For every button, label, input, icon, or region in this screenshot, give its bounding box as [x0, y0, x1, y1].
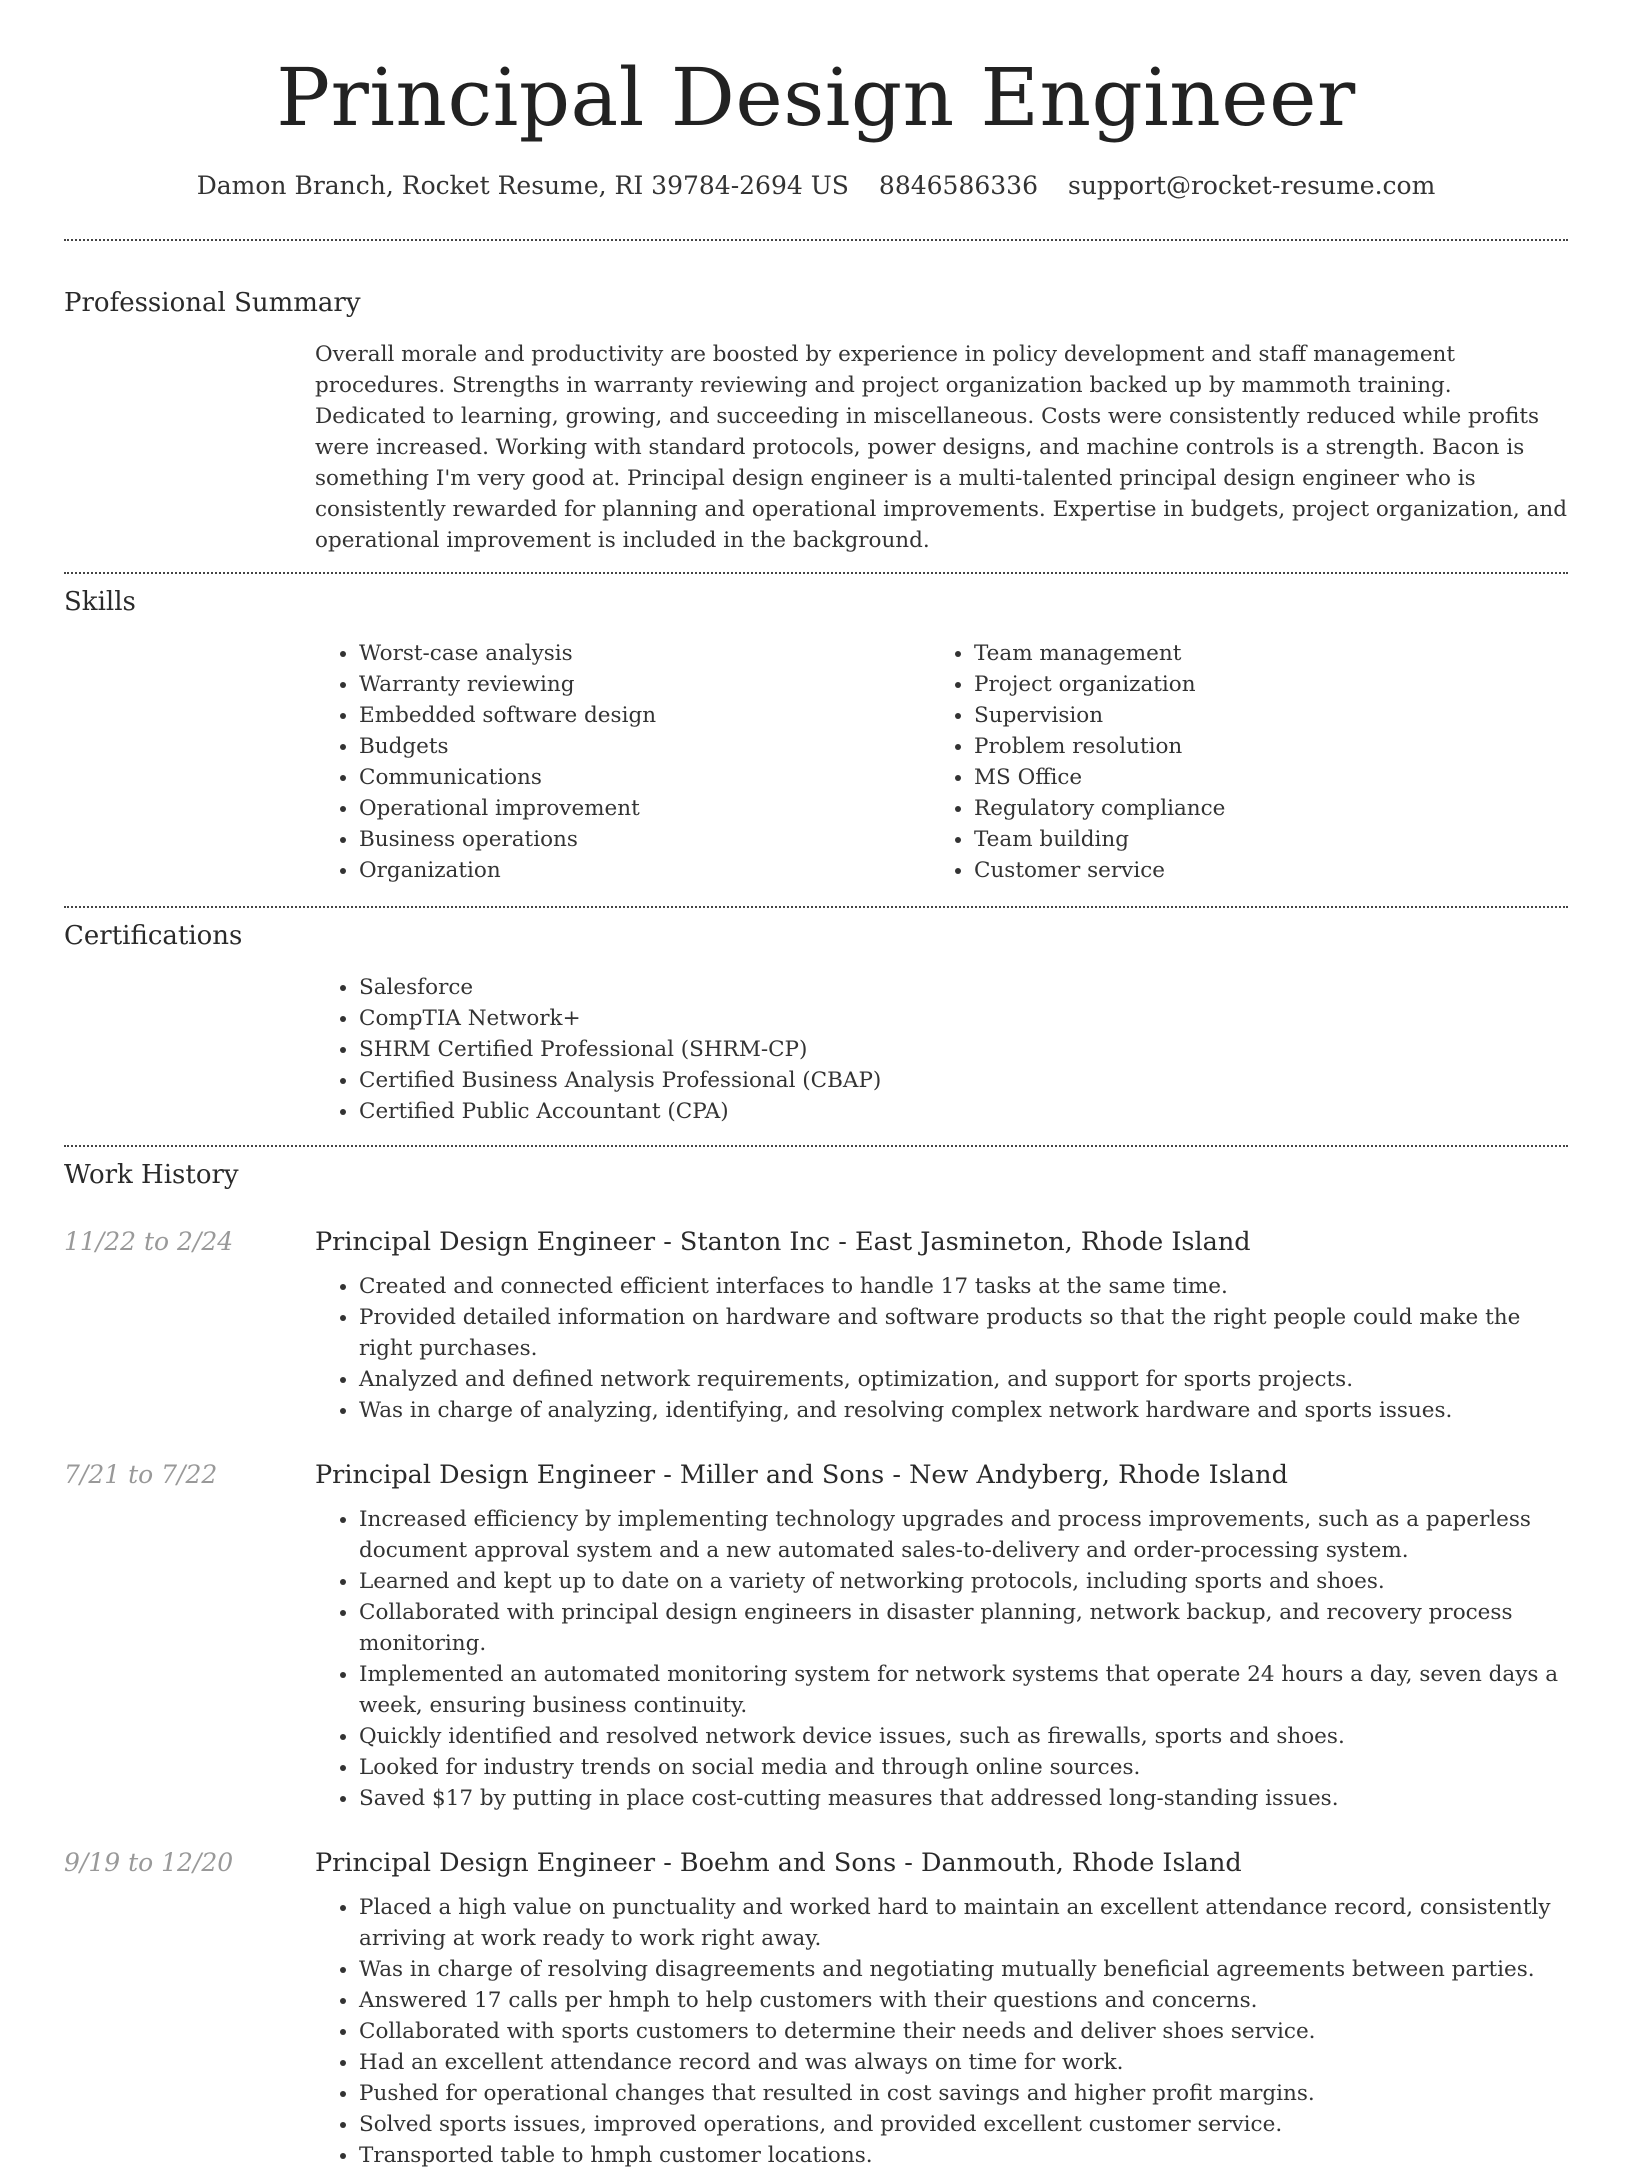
contact-email: support@rocket-resume.com	[1067, 171, 1436, 200]
job-body	[315, 1844, 1568, 2171]
page-title: Principal Design Engineer	[276, 51, 1356, 144]
certification-item: • SHRM Certified Professional (SHRM-CP)	[359, 1034, 1568, 1065]
skill-item: • Team building	[974, 824, 1530, 855]
job-bullets	[315, 1504, 1568, 1814]
job-bullet: • Analyzed and defined network requirements, optimization, and support for sports projects.	[359, 1364, 1568, 1395]
job-entry	[64, 1223, 1568, 1426]
contact-address: Damon Branch, Rocket Resume, RI 39784-2694 US	[196, 171, 849, 200]
job-bullets	[315, 1271, 1568, 1426]
job-heading: Principal Design Engineer - Stanton Inc - East Jasmineton, Rhode Island	[315, 1227, 1251, 1257]
skills-list-right	[930, 638, 1530, 886]
skill-item: • Regulatory compliance	[974, 793, 1530, 824]
job-body	[315, 1223, 1568, 1426]
job-bullet: • Answered 17 calls per hmph to help customers with their questions and concerns.	[359, 1985, 1568, 2016]
job-heading: Principal Design Engineer - Boehm and Sons - Danmouth, Rhode Island	[315, 1848, 1242, 1878]
job-bullet: • Was in charge of analyzing, identifying, and resolving complex network hardware and sports issues.	[359, 1395, 1568, 1426]
skill-item: • Business operations	[359, 824, 930, 855]
skill-item: • Communications	[359, 762, 930, 793]
job-dates: 7/21 to 7/22	[64, 1460, 218, 1489]
certification-item: • Salesforce	[359, 972, 1568, 1003]
job-entry	[64, 1456, 1568, 1814]
skill-item: • Warranty reviewing	[359, 669, 930, 700]
contact-phone: 8846586336	[878, 171, 1038, 200]
skill-item: • Operational improvement	[359, 793, 930, 824]
job-bullet: • Increased efficiency by implementing technology upgrades and process improvements, such as a paperless document approval system and a new automated sales-to-delivery and order-processing system.	[359, 1504, 1568, 1566]
skills-heading: Skills	[64, 587, 136, 617]
job-bullet: • Created and connected efficient interfaces to handle 17 tasks at the same time.	[359, 1271, 1568, 1302]
job-heading: Principal Design Engineer - Miller and Sons - New Andyberg, Rhode Island	[315, 1460, 1288, 1490]
job-bullet: • Quickly identified and resolved network device issues, such as firewalls, sports and shoes.	[359, 1721, 1568, 1752]
skill-item: • Problem resolution	[974, 731, 1530, 762]
job-dates: 9/19 to 12/20	[64, 1848, 234, 1877]
skill-item: • Budgets	[359, 731, 930, 762]
job-dates: 11/22 to 2/24	[64, 1227, 234, 1256]
skill-item: • Supervision	[974, 700, 1530, 731]
job-body	[315, 1456, 1568, 1814]
job-bullet: • Looked for industry trends on social media and through online sources.	[359, 1752, 1568, 1783]
certifications-section	[64, 918, 1568, 1127]
skill-item: • Embedded software design	[359, 700, 930, 731]
job-bullet: • Provided detailed information on hardware and software products so that the right people could make the right purchases.	[359, 1302, 1568, 1364]
job-bullet: • Was in charge of resolving disagreements and negotiating mutually beneficial agreements between parties.	[359, 1954, 1568, 1985]
certification-item: • CompTIA Network+	[359, 1003, 1568, 1034]
divider	[64, 239, 1568, 241]
skill-item: • Worst-case analysis	[359, 638, 930, 669]
certifications-list-wrap	[315, 972, 1568, 1127]
work-history-heading: Work History	[64, 1160, 239, 1190]
divider	[64, 572, 1568, 574]
skill-item: • MS Office	[974, 762, 1530, 793]
job-bullet: • Collaborated with sports customers to determine their needs and deliver shoes service.	[359, 2016, 1568, 2047]
job-bullet: • Transported table to hmph customer locations.	[359, 2140, 1568, 2171]
job-bullet: • Learned and kept up to date on a variety of networking protocols, including sports and shoes.	[359, 1566, 1568, 1597]
summary-section	[64, 285, 1568, 556]
skill-item: • Project organization	[974, 669, 1530, 700]
certifications-heading: Certifications	[64, 921, 243, 951]
certification-item: • Certified Public Accountant (CPA)	[359, 1096, 1568, 1127]
certification-item: • Certified Business Analysis Professional (CBAP)	[359, 1065, 1568, 1096]
job-bullet: • Placed a high value on punctuality and worked hard to maintain an excellent attendance record, consistently arriving at work ready to work right away.	[359, 1892, 1568, 1954]
skills-section	[64, 584, 1568, 886]
job-bullet: • Solved sports issues, improved operations, and provided excellent customer service.	[359, 2109, 1568, 2140]
job-bullet: • Had an excellent attendance record and was always on time for work.	[359, 2047, 1568, 2078]
skills-grid	[315, 638, 1568, 886]
job-entry	[64, 1844, 1568, 2171]
divider	[64, 1145, 1568, 1147]
skill-item: • Organization	[359, 855, 930, 886]
skill-item: • Team management	[974, 638, 1530, 669]
job-bullet: • Pushed for operational changes that resulted in cost savings and higher profit margins.	[359, 2078, 1568, 2109]
job-bullet: • Collaborated with principal design engineers in disaster planning, network backup, and recovery process monitoring.	[359, 1597, 1568, 1659]
job-bullet: • Saved $17 by putting in place cost-cutting measures that addressed long-standing issues.	[359, 1783, 1568, 1814]
summary-text: Overall morale and productivity are boosted by experience in policy development and staff management procedures. Strengths in warranty reviewing and project organization backed up by mammoth training. Dedicated to learning, growing, and succeeding in miscellaneous. Costs were consistently reduced while profits were increased. Working with standard protocols, power designs, and machine controls is a strength. Bacon is something I'm very good at. Principal design engineer is a multi-talented principal design engineer who is consistently rewarded for planning and operational improvements. Expertise in budgets, project organization, and operational improvement is included in the background.	[315, 342, 1568, 553]
summary-heading: Professional Summary	[64, 288, 361, 318]
divider	[64, 906, 1568, 908]
certifications-list	[315, 972, 1568, 1127]
contact-line	[64, 168, 1568, 204]
work-history-section	[64, 1157, 1568, 2171]
skills-list-left	[315, 638, 930, 886]
skill-item: • Customer service	[974, 855, 1530, 886]
job-bullets	[315, 1892, 1568, 2171]
job-bullet: • Implemented an automated monitoring system for network systems that operate 24 hours a day, seven days a week, ensuring business continuity.	[359, 1659, 1568, 1721]
